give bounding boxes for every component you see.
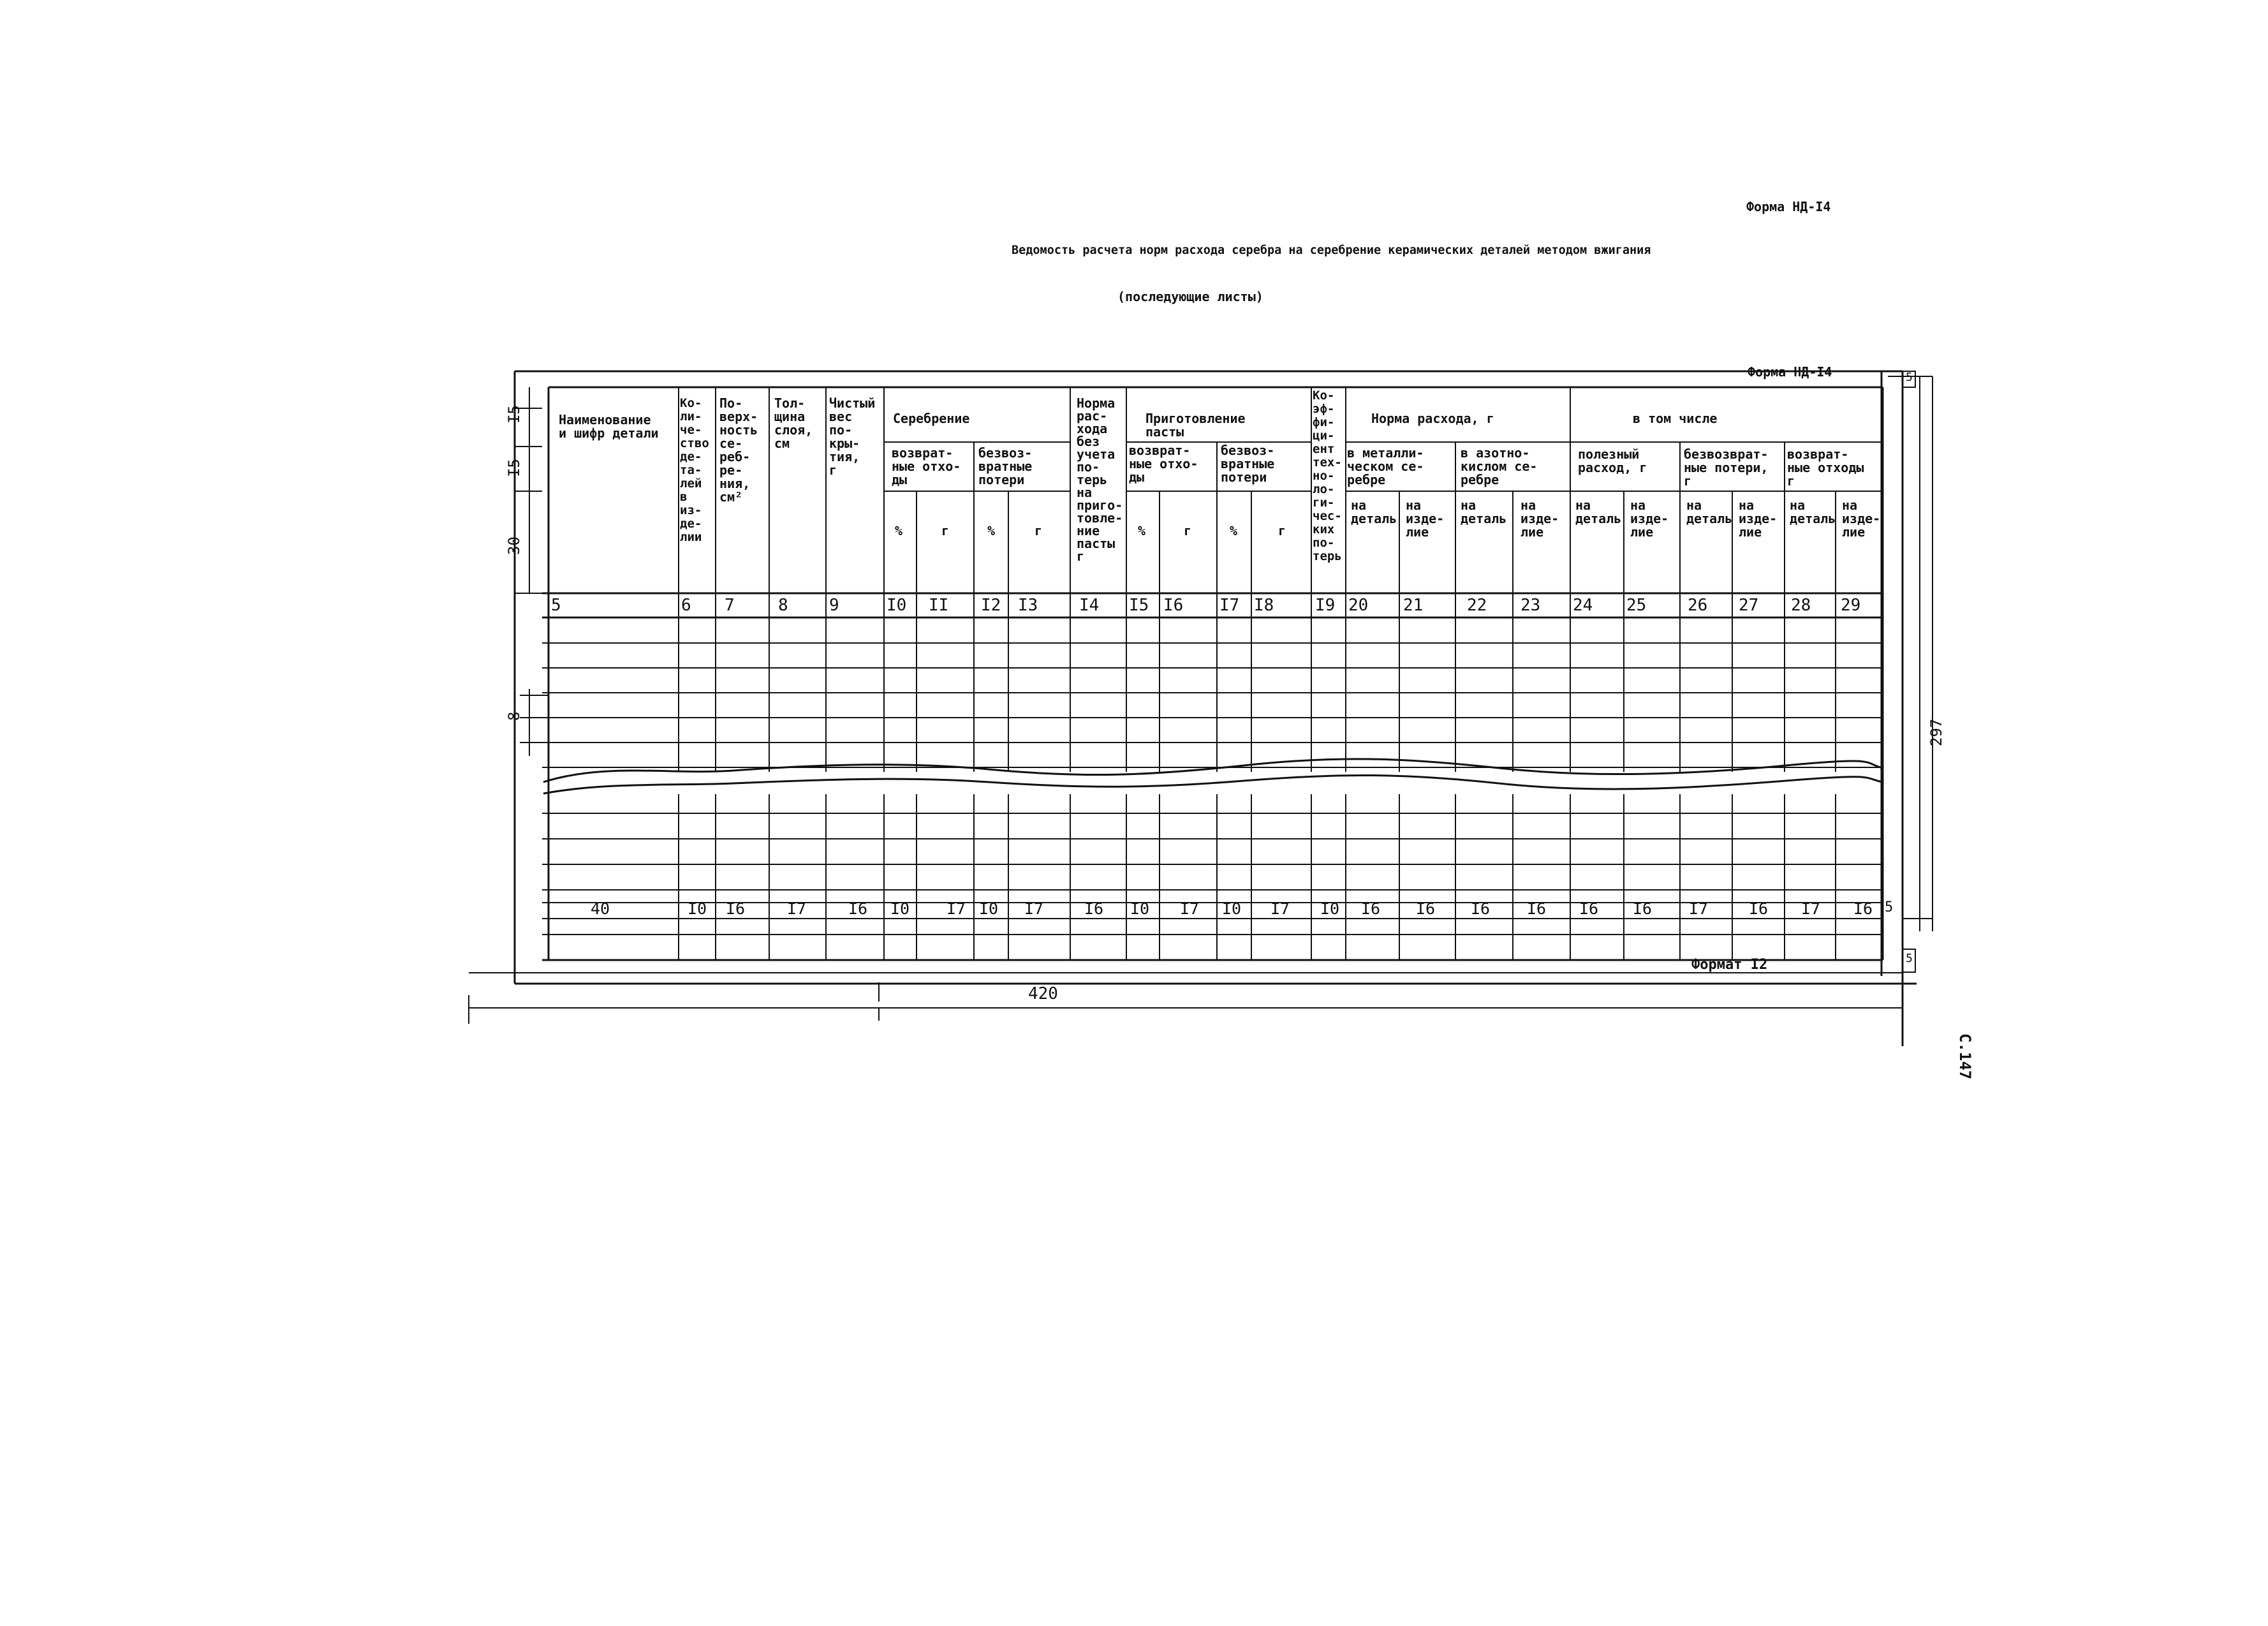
dim-top-right: 5 — [1906, 371, 1913, 384]
col-number: 29 — [1841, 596, 1861, 615]
header-norm-metal: в металли- ческом се- ребре — [1347, 445, 1424, 487]
col-number: 21 — [1403, 596, 1424, 615]
col-number: 7 — [725, 596, 735, 615]
col-number: I2 — [981, 596, 1001, 615]
col-width: I0 — [1320, 899, 1340, 918]
col-number: 28 — [1791, 596, 1811, 615]
col-number: I9 — [1315, 596, 1336, 615]
col-number: 24 — [1573, 596, 1593, 615]
col-width: I7 — [1801, 899, 1821, 918]
col-number: 5 — [551, 596, 561, 615]
col-width: I0 — [688, 899, 707, 918]
col-number: 20 — [1348, 596, 1369, 615]
header-part-22: на деталь — [1461, 498, 1507, 526]
col-width: I6 — [1527, 899, 1547, 918]
col-width: I7 — [787, 899, 807, 918]
header-col9: Чистый вес по- кры- тия, г — [829, 395, 876, 478]
col-number: I8 — [1254, 596, 1274, 615]
page-label: С.147 — [1956, 1033, 1974, 1080]
header-returned: возврат- ные отходы г — [1787, 447, 1864, 489]
dim-bottom-right: 5 — [1885, 899, 1894, 915]
col-number: 6 — [681, 596, 691, 615]
header-loss: безвозврат- ные потери, г — [1684, 447, 1769, 489]
col-number: I3 — [1018, 596, 1038, 615]
header-col6: Ко- ли- че- ство де- та- лей в из- де- лии — [680, 396, 709, 544]
col-number: 23 — [1521, 596, 1541, 615]
col-number: 9 — [829, 596, 839, 615]
col-width: I0 — [1222, 899, 1242, 918]
col-width: I6 — [1361, 899, 1381, 918]
col-width: I6 — [1084, 899, 1104, 918]
header-paste: Приготовление пасты — [1145, 411, 1246, 440]
header-norm-nitric: в азотно- кислом се- ребре — [1461, 445, 1538, 487]
header-pct-15: % — [1138, 523, 1146, 538]
col-width: I0 — [890, 899, 910, 918]
col-width: I6 — [726, 899, 746, 918]
col-width: I6 — [1853, 899, 1873, 918]
header-col7: По- верх- ность се- реб- ре- ния, см² — [719, 395, 758, 505]
col-width: I6 — [1749, 899, 1769, 918]
col-number: 8 — [778, 596, 788, 615]
header-paste-returned: возврат- ные отхо- ды — [1129, 443, 1198, 485]
header-col8: Тол- щина слоя, см — [774, 395, 813, 451]
col-width: I0 — [979, 899, 999, 918]
header-item-25: на изде- лие — [1630, 498, 1669, 540]
header-part-20: на деталь — [1351, 498, 1397, 526]
form-label-top: Форма НД-I4 — [1746, 199, 1831, 214]
header-gram-11: г — [941, 523, 950, 538]
header-part-28: на деталь — [1790, 498, 1836, 526]
col-width: I7 — [1180, 899, 1200, 918]
col-number: II — [929, 596, 949, 615]
col-width: I7 — [946, 899, 966, 918]
dim-format-right: 5 — [1906, 952, 1913, 965]
header-norm: Норма расхода, г — [1371, 411, 1494, 426]
col-width: I7 — [1024, 899, 1044, 918]
col-width: I6 — [1633, 899, 1653, 918]
header-col19: Ко- эф- фи- ци- ент тех- но- ло- ги- чес- ких по- терь — [1313, 388, 1342, 563]
col-width: I6 — [1471, 899, 1491, 918]
document-title: Ведомость расчета норм расхода серебра на серебрение керамических деталей методом вжигания — [1012, 244, 1651, 257]
header-silver-returned: возврат- ные отхо- ды — [892, 445, 961, 487]
col-number: I5 — [1129, 596, 1149, 615]
header-part-26: на деталь — [1686, 498, 1733, 526]
col-number: 27 — [1739, 596, 1759, 615]
dim-right-height: 297 — [1927, 718, 1945, 746]
header-gram-16: г — [1184, 523, 1192, 538]
dim-left-row1: I5 — [505, 405, 523, 424]
header-paste-loss: безвоз- вратные потери — [1221, 443, 1275, 485]
col-number: I4 — [1079, 596, 1100, 615]
header-pct-17: % — [1230, 523, 1238, 538]
col-width: I6 — [1416, 899, 1436, 918]
header-gram-18: г — [1278, 523, 1286, 538]
col-width: 40 — [591, 899, 610, 918]
format-label: Формат I2 — [1691, 957, 1768, 973]
header-useful: полезный расход, г — [1578, 447, 1647, 475]
dim-width: 420 — [1028, 984, 1058, 1003]
header-item-29: на изде- лие — [1842, 498, 1881, 540]
header-silver: Серебрение — [893, 411, 970, 426]
header-item-27: на изде- лие — [1739, 498, 1778, 540]
col-number: 25 — [1626, 596, 1647, 615]
dim-row-pitch: 8 — [505, 711, 523, 721]
col-width: I6 — [1579, 899, 1599, 918]
col-number: I6 — [1163, 596, 1184, 615]
header-gram-13: г — [1035, 523, 1043, 538]
header-col5: Наименование и шифр детали — [559, 412, 659, 441]
header-item-21: на изде- лие — [1406, 498, 1445, 540]
dim-left-row2: I5 — [505, 459, 523, 477]
header-part-24: на деталь — [1575, 498, 1622, 526]
col-number: I7 — [1219, 596, 1240, 615]
header-incl: в том числе — [1633, 411, 1718, 426]
header-pct-12: % — [987, 523, 996, 538]
form-label-frame: Форма НД-I4 — [1748, 364, 1832, 380]
dim-left-row3: 30 — [505, 536, 523, 555]
header-pct-10: % — [895, 523, 903, 538]
col-width: I7 — [1270, 899, 1290, 918]
header-silver-loss: безвоз- вратные потери — [978, 445, 1033, 487]
col-width: I0 — [1130, 899, 1150, 918]
header-col14: Норма рас- хода без учета по- терь на приго- товле- ние пасты г — [1077, 395, 1123, 564]
col-number: I0 — [887, 596, 907, 615]
col-width: I6 — [848, 899, 868, 918]
col-number: 22 — [1467, 596, 1487, 615]
col-width: I7 — [1689, 899, 1709, 918]
header-item-23: на изде- лие — [1521, 498, 1559, 540]
document-subtitle: (последующие листы) — [1117, 289, 1263, 304]
col-number: 26 — [1688, 596, 1708, 615]
